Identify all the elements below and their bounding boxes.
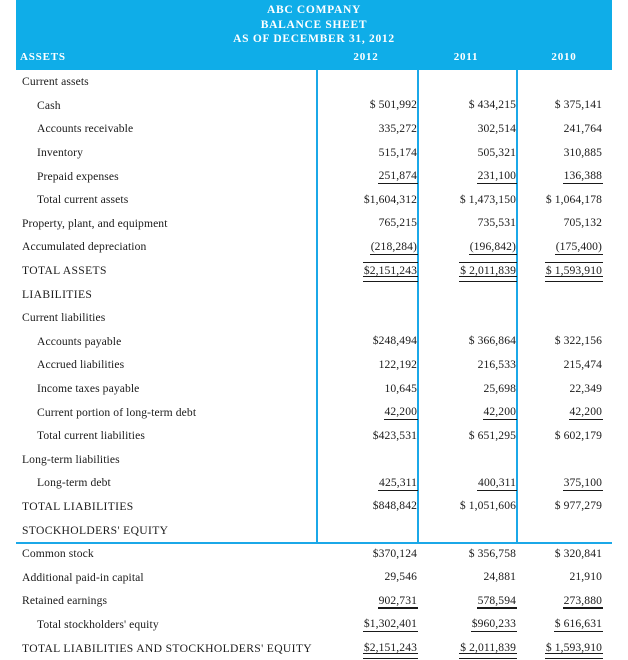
cell-2010: [516, 259, 612, 283]
cell-value: $ 366,864: [468, 334, 516, 348]
cell-value: 42,200: [483, 405, 516, 419]
cell-2010: [516, 377, 612, 401]
table-row: [16, 613, 612, 637]
cell-value: $ 977,279: [554, 499, 602, 513]
cell-2010: [516, 542, 612, 566]
cell-value: 310,885: [563, 145, 602, 159]
cell-2010: [516, 117, 612, 141]
table-row: [16, 164, 612, 188]
cell-value: 375,100: [563, 475, 602, 489]
cell-2010: [516, 471, 612, 495]
cell-2012: [316, 495, 417, 519]
cell-2011: [417, 636, 516, 660]
cell-2010: [516, 565, 612, 589]
cell-2012: [316, 353, 417, 377]
cell-2011: [417, 613, 516, 637]
table-row: [16, 94, 612, 118]
cell-2011: [417, 353, 516, 377]
cell-2011: [417, 259, 516, 283]
cell-2012: [316, 377, 417, 401]
column-header-2012: 2012: [353, 51, 379, 63]
cell-value: 216,533: [477, 357, 516, 371]
cell-2011: [417, 94, 516, 118]
cell-2010: [516, 235, 612, 259]
row-label: Prepaid expenses: [37, 169, 119, 183]
row-label: Long-term liabilities: [22, 452, 120, 466]
cell-value: 251,874: [378, 169, 417, 183]
row-label: Additional paid-in capital: [22, 570, 144, 584]
balance-sheet-table: [16, 70, 612, 660]
cell-2011: [417, 330, 516, 354]
row-label: Accounts payable: [37, 334, 122, 348]
cell-2011: [417, 448, 516, 472]
cell-value: $ 375,141: [554, 98, 602, 112]
cell-value: 765,215: [378, 216, 417, 230]
cell-2012: [316, 259, 417, 283]
cell-2011: [417, 495, 516, 519]
cell-2010: [516, 164, 612, 188]
cell-2012: [316, 70, 417, 94]
cell-2011: [417, 565, 516, 589]
assets-section-label: ASSETS: [20, 51, 66, 63]
cell-2010: [516, 400, 612, 424]
cell-2012: [316, 518, 417, 542]
cell-value: $960,233: [471, 617, 516, 631]
cell-value: 122,192: [378, 357, 417, 371]
table-row: [16, 353, 612, 377]
cell-value: $ 356,758: [468, 546, 516, 560]
row-label: Current portion of long-term debt: [37, 405, 197, 419]
cell-2011: [417, 589, 516, 613]
cell-value: 705,132: [563, 216, 602, 230]
row-label: Accrued liabilities: [37, 358, 125, 372]
cell-value: 400,311: [478, 475, 516, 489]
table-row: [16, 448, 612, 472]
cell-2010: [516, 70, 612, 94]
cell-value: $2,151,243: [363, 263, 417, 277]
cell-value: $ 2,011,839: [460, 263, 516, 277]
cell-2012: [316, 282, 417, 306]
row-label: Current assets: [22, 75, 89, 89]
row-label: Inventory: [37, 146, 83, 160]
cell-2011: [417, 70, 516, 94]
row-label: Total current assets: [37, 193, 129, 207]
cell-value: $ 322,156: [554, 334, 602, 348]
cell-2011: [417, 306, 516, 330]
cell-value: 735,531: [477, 216, 516, 230]
cell-2010: [516, 636, 612, 660]
cell-value: 231,100: [477, 169, 516, 183]
cell-2012: [316, 471, 417, 495]
cell-2012: [316, 235, 417, 259]
cell-value: $370,124: [372, 546, 417, 560]
cell-2010: [516, 141, 612, 165]
table-row: [16, 141, 612, 165]
cell-value: $ 320,841: [554, 546, 602, 560]
table-row: [16, 306, 612, 330]
table-row: [16, 495, 612, 519]
row-label: TOTAL ASSETS: [22, 264, 107, 278]
cell-2011: [417, 141, 516, 165]
row-label: STOCKHOLDERS' EQUITY: [22, 523, 169, 537]
cell-2010: [516, 495, 612, 519]
table-row: [16, 70, 612, 94]
cell-value: (175,400): [555, 239, 602, 253]
cell-2011: [417, 164, 516, 188]
company-name: ABC COMPANY: [266, 4, 362, 16]
cell-2011: [417, 400, 516, 424]
cell-2012: [316, 330, 417, 354]
cell-value: $ 1,593,910: [545, 641, 602, 655]
cell-value: 215,474: [563, 357, 602, 371]
cell-value: 25,698: [483, 381, 516, 395]
table-row: [16, 565, 612, 589]
cell-2011: [417, 424, 516, 448]
cell-2010: [516, 424, 612, 448]
cell-2011: [417, 188, 516, 212]
table-row: [16, 589, 612, 613]
bottom-rule: [16, 542, 612, 544]
row-label: Retained earnings: [22, 594, 108, 608]
table-body: [16, 70, 612, 660]
table-row: [16, 518, 612, 542]
cell-2010: [516, 188, 612, 212]
cell-2010: [516, 353, 612, 377]
cell-value: $1,604,312: [363, 192, 417, 206]
cell-value: $248,494: [372, 334, 417, 348]
cell-value: $848,842: [372, 499, 417, 513]
cell-value: (196,842): [469, 239, 516, 253]
cell-value: $ 1,064,178: [545, 192, 602, 206]
row-label: Accumulated depreciation: [22, 240, 147, 254]
cell-2011: [417, 377, 516, 401]
cell-value: 902,731: [378, 593, 417, 607]
table-row: [16, 330, 612, 354]
cell-value: 241,764: [563, 121, 602, 135]
table-row: [16, 259, 612, 283]
cell-2010: [516, 518, 612, 542]
cell-2012: [316, 117, 417, 141]
cell-2012: [316, 188, 417, 212]
table-row: [16, 188, 612, 212]
cell-2010: [516, 282, 612, 306]
cell-2012: [316, 636, 417, 660]
cell-value: 273,880: [563, 593, 602, 607]
table-row: [16, 542, 612, 566]
cell-value: $423,531: [372, 428, 417, 442]
cell-2010: [516, 306, 612, 330]
row-label: Property, plant, and equipment: [22, 216, 168, 230]
column-header-2011: 2011: [453, 51, 479, 63]
table-row: [16, 377, 612, 401]
cell-value: $ 434,215: [468, 98, 516, 112]
cell-2012: [316, 164, 417, 188]
row-label: Cash: [37, 98, 61, 112]
cell-2012: [316, 400, 417, 424]
row-label: LIABILITIES: [22, 287, 93, 301]
cell-2011: [417, 117, 516, 141]
table-row: [16, 212, 612, 236]
cell-value: 10,645: [384, 381, 417, 395]
cell-value: 29,546: [384, 570, 417, 584]
cell-2011: [417, 212, 516, 236]
table-row: [16, 424, 612, 448]
cell-value: 21,910: [569, 570, 602, 584]
cell-2012: [316, 613, 417, 637]
cell-2011: [417, 235, 516, 259]
cell-value: 335,272: [378, 121, 417, 135]
cell-value: $1,302,401: [363, 617, 417, 631]
cell-2010: [516, 589, 612, 613]
table-row: [16, 235, 612, 259]
row-label: Accounts receivable: [37, 122, 134, 136]
cell-value: $ 602,179: [554, 428, 602, 442]
table-row: [16, 282, 612, 306]
table-row: [16, 471, 612, 495]
cell-value: $ 651,295: [468, 428, 516, 442]
table-row: [16, 400, 612, 424]
cell-value: $ 1,593,910: [545, 263, 602, 277]
cell-2011: [417, 471, 516, 495]
table-row: [16, 117, 612, 141]
row-label: Common stock: [22, 547, 94, 561]
cell-value: 515,174: [378, 145, 417, 159]
statement-date: AS OF DECEMBER 31, 2012: [233, 33, 395, 45]
row-label: TOTAL LIABILITIES AND STOCKHOLDERS' EQUITY: [22, 641, 313, 655]
cell-value: 24,881: [483, 570, 516, 584]
cell-value: $ 501,992: [369, 98, 417, 112]
statement-type: BALANCE SHEET: [260, 18, 368, 31]
cell-2010: [516, 94, 612, 118]
cell-2010: [516, 448, 612, 472]
cell-value: 42,200: [384, 405, 417, 419]
row-label: TOTAL LIABILITIES: [22, 499, 134, 513]
cell-2011: [417, 282, 516, 306]
cell-2012: [316, 565, 417, 589]
cell-2012: [316, 448, 417, 472]
cell-2011: [417, 518, 516, 542]
cell-value: 578,594: [477, 593, 516, 607]
cell-value: $ 616,631: [554, 617, 602, 631]
row-label: Long-term debt: [37, 476, 111, 490]
cell-value: 302,514: [477, 121, 516, 135]
cell-value: 42,200: [569, 405, 602, 419]
cell-2012: [316, 542, 417, 566]
row-label: Total current liabilities: [37, 429, 145, 443]
cell-value: $ 2,011,839: [460, 641, 516, 655]
title-block: [16, 3, 612, 47]
cell-2012: [316, 212, 417, 236]
column-header-2010: 2010: [551, 51, 577, 63]
cell-2010: [516, 330, 612, 354]
cell-value: 22,349: [569, 381, 602, 395]
cell-2012: [316, 589, 417, 613]
cell-2012: [316, 141, 417, 165]
cell-value: $ 1,473,150: [459, 192, 516, 206]
cell-value: 425,311: [379, 475, 417, 489]
cell-2012: [316, 424, 417, 448]
column-header-row: [16, 48, 612, 70]
cell-value: 505,321: [477, 145, 516, 159]
row-label: Income taxes payable: [37, 382, 140, 396]
cell-2010: [516, 212, 612, 236]
cell-2010: [516, 613, 612, 637]
cell-value: 136,388: [563, 169, 602, 183]
row-label: Current liabilities: [22, 311, 106, 325]
table-row: [16, 636, 612, 660]
row-label: Total stockholders' equity: [37, 617, 159, 631]
cell-2012: [316, 306, 417, 330]
cell-2011: [417, 542, 516, 566]
cell-2012: [316, 94, 417, 118]
cell-value: (218,284): [370, 239, 417, 253]
cell-value: $2,151,243: [363, 641, 417, 655]
cell-value: $ 1,051,606: [459, 499, 516, 513]
masthead-banner: [16, 0, 612, 70]
